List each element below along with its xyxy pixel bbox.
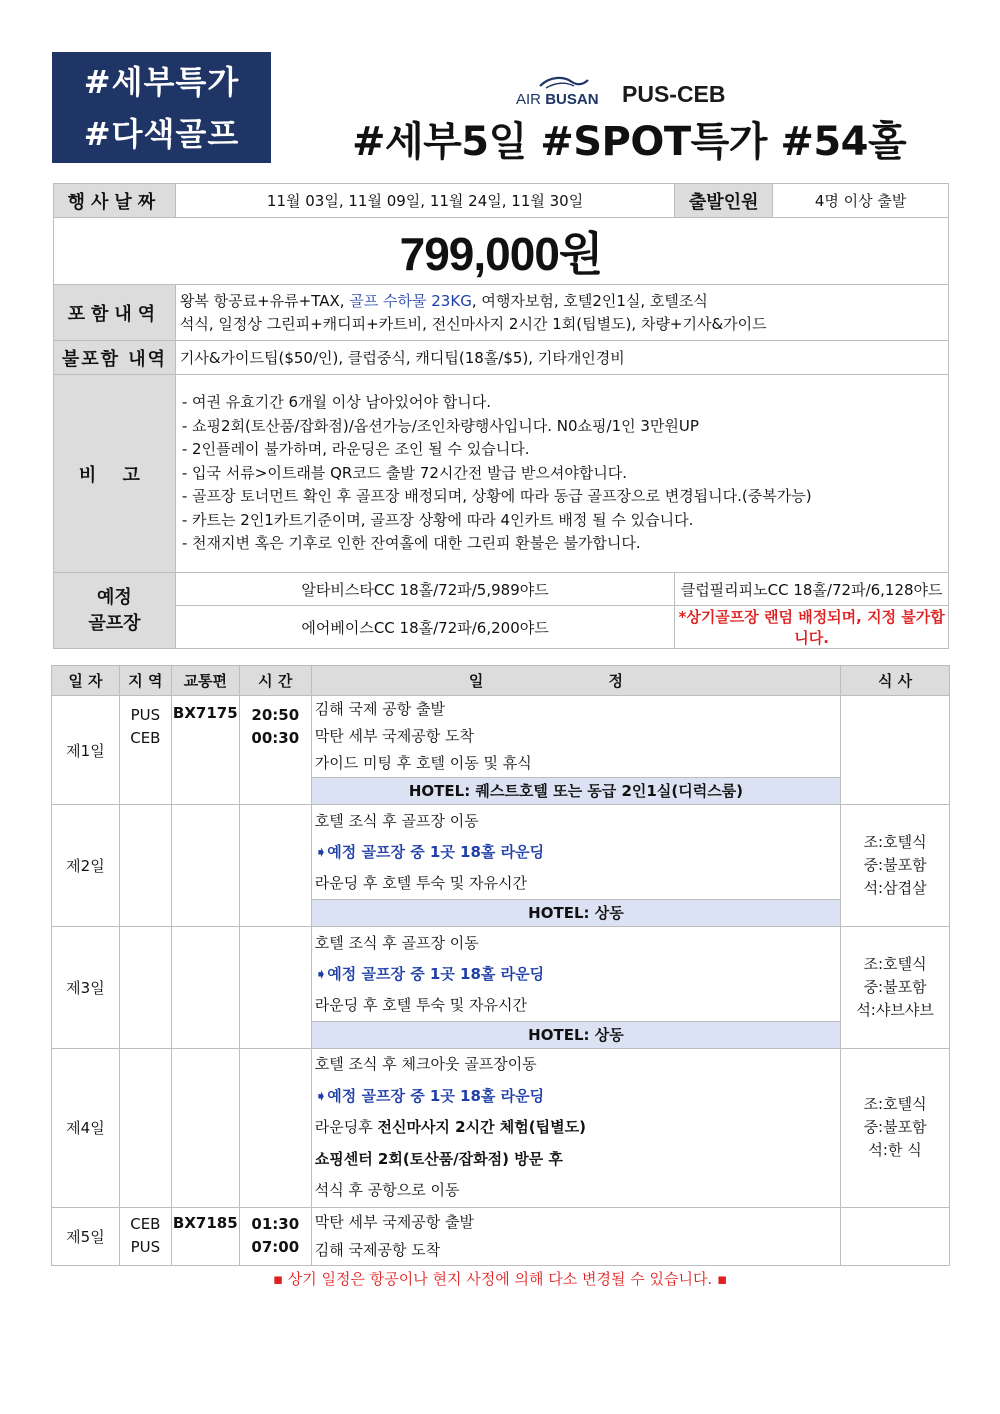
- region: [119, 1207, 171, 1265]
- included-text-c: , 여행자보험, 호텔2인1실, 호텔조식: [471, 291, 708, 310]
- time: [239, 1049, 311, 1208]
- meal-breakfast: 조:호텔식: [863, 833, 927, 851]
- golf-round-line: ➧예정 골프장 중 1곳 18홀 라운딩: [314, 842, 545, 861]
- meal-cell: [841, 696, 950, 805]
- note-item: - 골프장 토너먼트 확인 후 골프장 배정되며, 상황에 따라 동급 골프장으로 변경됩니다.(중복가능): [181, 487, 812, 506]
- wave-icon: [538, 74, 590, 90]
- meal-cell: [841, 1207, 950, 1265]
- region-to: CEB: [130, 729, 161, 747]
- itinerary-cell: [311, 927, 840, 1049]
- airline-name: BUSAN: [545, 91, 599, 108]
- day-5-row: [52, 1207, 950, 1265]
- time-depart: 01:30: [251, 1215, 300, 1233]
- golf-baggage-highlight: 골프 수하물 23KG: [349, 291, 472, 310]
- flight: [171, 927, 239, 1049]
- time-depart: 20:50: [251, 706, 300, 724]
- badge-line-1: #세부특가: [83, 63, 240, 101]
- included-text-a: 왕복 항공료+유류+TAX,: [179, 291, 350, 310]
- day-label: 제2일: [52, 805, 120, 927]
- route-code: PUS-CEB: [622, 81, 726, 107]
- golf-course-2: 클럽필리피노CC 18홀/72파/6,128야드: [675, 573, 949, 606]
- meal-breakfast: 조:호텔식: [863, 1095, 927, 1114]
- notes-list: [175, 375, 948, 573]
- itinerary-cell: [311, 1207, 840, 1265]
- note-item: - 여권 유효기간 6개월 이상 남아있어야 합니다.: [181, 393, 492, 412]
- golf-course-1: 알타비스타CC 18홀/72파/5,989야드: [175, 573, 674, 606]
- footer-notice: ▪ 상기 일정은 항공이나 현지 사정에 의해 다소 변경될 수 있습니다. ▪: [272, 1270, 728, 1288]
- itinerary-line: 라운딩 후 호텔 투숙 및 자유시간: [314, 873, 527, 892]
- itinerary-line: 호텔 조식 후 골프장 이동: [314, 811, 479, 830]
- col-meal: 식 사: [841, 666, 950, 696]
- golf-label-line-1: 예정: [97, 586, 132, 608]
- itinerary-line: 라운딩 후 호텔 투숙 및 자유시간: [314, 995, 527, 1014]
- itinerary-cell: [311, 696, 840, 805]
- time: [239, 696, 311, 805]
- golf-round-line: ➧예정 골프장 중 1곳 18홀 라운딩: [314, 1086, 545, 1105]
- flight: [171, 805, 239, 927]
- pax-value: 4명 이상 출발: [773, 184, 949, 218]
- golf-round-line: ➧예정 골프장 중 1곳 18홀 라운딩: [314, 964, 545, 983]
- day-label: 제3일: [52, 927, 120, 1049]
- airline-brand: [516, 68, 726, 108]
- itinerary-table: [51, 665, 950, 1266]
- air-busan-logo: [516, 74, 608, 108]
- note-item: - 쇼핑2회(토산품/잡화점)/옵션가능/조인차량행사입니다. N0쇼핑/1인 3만원UP: [181, 416, 699, 435]
- golf-notice: *상기골프장 랜덤 배정되며, 지정 불가합니다.: [675, 606, 949, 649]
- itinerary-line: 막탄 세부 국제공항 출발: [314, 1213, 474, 1231]
- region-from: PUS: [130, 706, 161, 724]
- shopping-line: 쇼핑센터 2회(토산품/잡화점) 방문 후: [314, 1149, 563, 1168]
- golf-label-line-2: 골프장: [88, 612, 141, 634]
- col-day: 일 자: [52, 666, 120, 696]
- time: [239, 927, 311, 1049]
- col-itinerary: 일 정: [311, 666, 840, 696]
- included-line-2: 석식, 일정상 그린피+캐디피+카트비, 전신마사지 2시간 1회(팁별도), 차량+기사&가이드: [179, 314, 767, 333]
- time-arrive: 07:00: [251, 1238, 300, 1256]
- meal-dinner: 석:한 식: [868, 1141, 922, 1160]
- badge-line-2: #다색골프: [83, 115, 240, 153]
- itinerary-line: 가이드 미팅 후 호텔 이동 및 휴식: [314, 754, 532, 772]
- date-label: 행사날짜: [54, 184, 176, 218]
- excluded-items: 기사&가이드팁($50/인), 클럽중식, 캐디팁(18홀/$5), 기타개인경비: [175, 341, 948, 375]
- airline-prefix: AIR: [516, 91, 542, 108]
- meal-lunch: 중:불포함: [863, 1118, 927, 1137]
- flight: BX7185: [171, 1207, 239, 1265]
- day-label: 제4일: [52, 1049, 120, 1208]
- region: [119, 696, 171, 805]
- meal-cell: [841, 927, 950, 1049]
- col-transport: 교통편: [171, 666, 239, 696]
- meal-cell: [841, 1049, 950, 1208]
- time: [239, 805, 311, 927]
- itinerary-line: 석식 후 공항으로 이동: [314, 1181, 460, 1199]
- note-item: - 카트는 2인1카트기준이며, 골프장 상황에 따라 4인카트 배정 될 수 있습니다.: [181, 510, 694, 529]
- hotel-row: HOTEL: 퀘스트호텔 또는 동급 2인1실(디럭스룸): [312, 777, 840, 804]
- itinerary-line: 호텔 조식 후 골프장 이동: [314, 933, 479, 952]
- itinerary-line: 막탄 세부 국제공항 도착: [314, 727, 474, 745]
- flight: BX7175: [171, 696, 239, 805]
- time-arrive: 00:30: [251, 729, 300, 747]
- itinerary-cell: [311, 1049, 840, 1208]
- golf-course-3: 에어베이스CC 18홀/72파/6,200야드: [175, 606, 674, 649]
- meal-dinner: 석:샤브샤브: [856, 1001, 934, 1019]
- included-items: [175, 285, 948, 341]
- excluded-label: 불포함 내역: [54, 341, 176, 375]
- col-time: 시 간: [239, 666, 311, 696]
- region: [119, 927, 171, 1049]
- day-1-row: [52, 696, 950, 805]
- flight: [171, 1049, 239, 1208]
- tour-info-table: [53, 183, 949, 649]
- meal-cell: [841, 805, 950, 927]
- promo-badge: [52, 52, 271, 163]
- region: [119, 805, 171, 927]
- day-4-row: [52, 1049, 950, 1208]
- note-item: - 2인플레이 불가하며, 라운딩은 조인 될 수 있습니다.: [181, 440, 530, 459]
- departure-dates: 11월 03일, 11월 09일, 11월 24일, 11월 30일: [175, 184, 674, 218]
- itinerary-line: 호텔 조식 후 체크아웃 골프장이동: [314, 1055, 537, 1073]
- col-region: 지 역: [119, 666, 171, 696]
- day-2-row: [52, 805, 950, 927]
- meal-lunch: 중:불포함: [863, 978, 927, 996]
- itinerary-line: 김해 국제공항 도착: [314, 1241, 441, 1259]
- hotel-row: HOTEL: 상동: [312, 899, 840, 926]
- golf-course-label: [54, 573, 176, 649]
- hotel-row: HOTEL: 상동: [312, 1021, 840, 1048]
- day-label: 제1일: [52, 696, 120, 805]
- notes-label: 비 고: [54, 375, 176, 573]
- meal-dinner: 석:삼겹살: [863, 879, 927, 897]
- meal-lunch: 중:불포함: [863, 856, 927, 874]
- price: 799,000원: [54, 218, 949, 285]
- meal-breakfast: 조:호텔식: [863, 955, 927, 973]
- included-label: 포함내역: [54, 285, 176, 341]
- time: [239, 1207, 311, 1265]
- note-item: - 입국 서류>이트래블 QR코드 출발 72시간전 발급 받으셔야합니다.: [181, 463, 628, 482]
- itinerary-line: 김해 국제 공항 출발: [314, 700, 445, 718]
- itinerary-text: 라운딩후: [314, 1118, 378, 1136]
- region-from: CEB: [130, 1215, 161, 1233]
- massage-highlight: 전신마사지 2시간 체험(팁별도): [377, 1118, 586, 1136]
- day-label: 제5일: [52, 1207, 120, 1265]
- region: [119, 1049, 171, 1208]
- day-3-row: [52, 927, 950, 1049]
- page-title: #세부5일 #SPOT특가 #54홀: [352, 119, 907, 165]
- pax-label: 출발인원: [675, 184, 773, 218]
- note-item: - 천재지변 혹은 기후로 인한 잔여홀에 대한 그린피 환불은 불가합니다.: [181, 534, 641, 553]
- itinerary-cell: [311, 805, 840, 927]
- region-to: PUS: [130, 1238, 161, 1256]
